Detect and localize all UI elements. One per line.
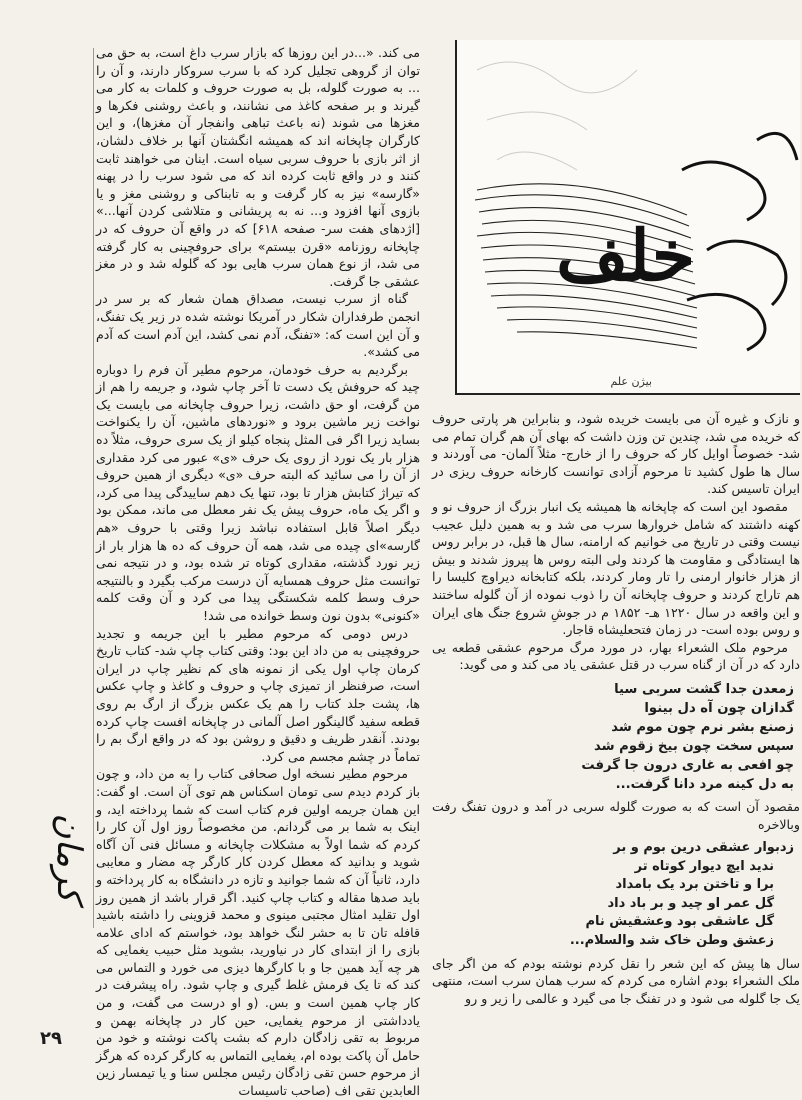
right-paragraph-1: و نازک و غیره آن می بایست خریده شود، و بنابراین هر پارتی حروف که خریده می شد، چندین تن وزن داشت که بهای آن هم گران تمام می شد- خصوصاً اوایل کار که حروف را از خارج- مثلاً آلمان- می آوردند و سال ها طول کشید تا مرحوم آزادی توانست کارخانه حروف ریزی در ایران تاسیس کند. bbox=[432, 411, 800, 497]
illustration-signature: بیژن علم bbox=[610, 375, 652, 388]
column-divider bbox=[93, 48, 94, 928]
right-paragraph-4: مقصود آن است که به صورت گلوله سربی در آمد و درون تفنگ رفت وبالاخره bbox=[432, 798, 800, 832]
right-paragraph-3: مرحوم ملک الشعراء بهار، در مورد مرگ مرحوم عشقی قطعه یی دارد که در آن از گناه سرب در قتل عشقی یاد می کند و می گوید: bbox=[432, 639, 800, 673]
poem-line: زدبوار عشقی درین بوم و بر bbox=[613, 840, 794, 856]
poem-line: زصنع بشر نرم چون موم شد bbox=[611, 719, 794, 735]
poem-verses bbox=[432, 680, 800, 794]
poem-line: برا و تاختن برد یک بامداد bbox=[615, 877, 774, 893]
left-paragraph-2: گناه از سرب نیست، مصداق همان شعار که بر سر در انجمن طرفداران شکار در آمریکا نوشته شده در زیر یک تفنگ، و آن این است که: «تفنگ، آدم نمی کشد، این آدم است که آدم می کشد». bbox=[96, 291, 420, 360]
illustration-letters: خلف bbox=[556, 214, 695, 297]
left-paragraph-1: می کند. «...در این روزها که بازار سرب داغ است، به حق می توان از گروهی تجلیل کرد که با سرب سروکار دارند، و آن را ... به صورت گلوله، بل به صورت حروف و کلمات به کار می گیرند و بر صفحه کاغذ می نشانند، و باعث روشنی فکرها و مغزها می شوند (نه باعث تباهی وانفجار آن مغزها)، و این کارگران چاپخانه اند که همیشه انگشتان آنها بر خلاف دلشان، از اثر بازی با حروف سربی سیاه است. اینان می خواهند ثابت کنند و در واقع ثابت کرده اند که می شود سرب را در پهنه «گارسه» نیز به کار گرفت و به تابناکی و روشنی مغز و یا بازوی آنها افزود و... نه به پریشانی و متلاشی کردن آنها...» [اژدهای هفت سر- صفحه ۶۱۸] که در واقع آن حروف که در چاپخانه روزنامه «قرن بیستم» برای حروفچینی به کار گرفته می شد، از نوع همان سرب هایی بود که گلوله شد و در مغز عشقی جا گرفت. bbox=[96, 45, 420, 289]
kerman-signature bbox=[18, 813, 89, 1022]
calligraphy-illustration bbox=[455, 40, 800, 395]
poem-line: گدازان چون آه دل بینوا bbox=[644, 700, 794, 716]
left-paragraph-4: درس دومی که مرحوم مطیر با این جریمه و تجدید حروفچینی به من داد این بود: وقتی کتاب چاپ شد- کتاب تاریخ کرمان چاپ اول یکی از نمونه های کم نظیر چاپ در ایران است، صرفنظر از تمیزی چاپ و حروف و کاغذ و چاپ عکس ها، پشت جلد کتاب را هم یک عکس بزرگ از ارگ بم روی قطعه سفید گالینگور اصل آلمانی در چاپخانه افست چاپ کرده بودند. آنقدر ظریف و دقیق و روشن بود که در واقع ارگ بم را تماماً در چشم مجسم می کرد. bbox=[96, 625, 420, 764]
signature-text: کرمان bbox=[49, 813, 89, 902]
poem-line: سپس سخت چون بیخ زقوم شد bbox=[594, 738, 794, 754]
poem-verses-2 bbox=[432, 839, 800, 951]
poem-line: زمعدن جدا گشت سربی سیا bbox=[614, 681, 794, 697]
poem-line: گل عاشقی بود وعشقیش نام bbox=[585, 914, 774, 930]
right-paragraph-2: مقصود این است که چاپخانه ها همیشه یک انبار بزرگ از حروف نو و کهنه داشتند که شامل خروارها سرب می شد و به همین دلیل عجیب نیست وقتی در تاریخ می خوانیم که ارامنه، سال ها قبل، در برابر روس ها ایستادگی و مقاومت ها کردند ولی البته روس ها پیروز شدند و بیش از هزار خانوار ارمنی را تار ومار کردند، بلکه کتابخانه دیراوچ کلیسا را هم تاراج کردند و حروف چاپخانه آن را ذوب نموده از آن گلوله ساختند و این واقعه در سال ۱۲۲۰ هـ- ۱۸۵۲ م در جوشِ شروع جنگ های ایران و روس بوده است- در زمان فتحعلیشاه قاجار. bbox=[432, 498, 800, 638]
left-paragraph-3: برگردیم به حرف خودمان، مرحوم مطیر آن فرم را دوباره چید که حروفش یک دست تا آخر چاپ شود، و جریمه را هم از من گرفت، او حق داشت، زیرا حروف چاپخانه می بایست یک نواخت زیر ماشین برود و «نوردهای ماشین، آن را یکنواخت بساید زیرا اگر فی المثل پنجاه کیلو از یک سری حروف، مثلاً ده هزار بار یک نورد از روی یک حرف «ی» عبور می کرد مقداری از آن را می سائید که البته حرف «ی» دیگری از همین حروف که تیراژ کتابش هزار تا بود، تنها یک دهم ساییدگی پیدا می کرد، و اگر یک ماه، حروف پیش یک نفر معطل می ماند، ممکن بود دیگر اصلاً قابل استفاده نباشد زیرا وقتی با حروف «هم گارسه»ای چیده می شد، همه آن حروف که ده ها هزار بار از زیر نورد گذشته، مقداری کوتاه تر شده بود، و در نتیجه نمی توانست مثل حروف همسایه آن درست مرکب بگیرد و بالنتیجه حرف وسط کلمه شکستگی پیدا می کرد و آن وقت کلمه «کنونی» بدون نون وسط خوانده می شد! bbox=[96, 361, 420, 623]
poem-line: گل عمر او چید و بر باد داد bbox=[607, 895, 774, 911]
left-paragraph-5: مرحوم مطیر نسخه اول صحافی کتاب را به من داد، و چون باز کردم دیدم سی تومان اسکناس هم توی آن است. او گفت: این همان جریمه اولین فرم کتاب است که شما پرداخته اید، و اینک به شما بر می گردانم. من مخصوصاً روز اول آن کار را کردم که شما اولاً به مشکلات چاپخانه و مسائل فنی آن آگاه شوید و بدانید که معطل کردن کار کارگر چه مضار و معایبی دارد، ثانیاً آن که شما جوانید و تازه در دانشگاه به کار پرداخته و باید صدها مقاله و کتاب چاپ کنید. اگر قرار باشد از همین روز اول تقلید امثال مجتبی مینوی و محمد قزوینی را داشته باشید قافله تان تا به حشر لنگ خواهد بود، خواستم که ادای علامه بازی را از ابتدای کار در نیاورید، بشوید مثل حبیب یغمایی که هر چه آید همین جا و با کارگرها دیزی می خورد و التماس می کند که تا یک فرمش غلط گیری و چاپ شود. راه پیشرفت در کار چاپ همین است و بس. (و او درست می گفت، و من یادداشتی از مرحوم یغمایی، حین کار در چاپخانه بهمن و مربوط به تقی زادگان دارم که بشت پاکت نوشته و خود من حامل آن پاکت بوده ام، یغمایی التماس به کارگر کرده که هرگز از مرحوم حسن تقی زادگان رئیس مجلس سنا و یا تیمسار زین العابدین تقی اف (صاحب تاسیسات bbox=[96, 766, 420, 1099]
left-column bbox=[96, 44, 420, 1099]
right-column bbox=[432, 410, 800, 1030]
poem-line: به دل کینه مرد دانا گرفت... bbox=[615, 776, 794, 792]
poem-line: زعشق وطن خاک شد والسلام... bbox=[569, 933, 774, 949]
page-number: ۲۹ bbox=[40, 1028, 62, 1049]
right-paragraph-5: سال ها پیش که این شعر را نقل کردم نوشته بودم که من اگر جای ملک الشعراء بودم اشاره می کردم که سرب همان سرب است، منتهی یک جا گلوله می شود و در تفنگ جا می گیرد و عالمی را زیر و رو bbox=[432, 955, 800, 1006]
poem-line: ندید ایچ دیوار کوتاه تر bbox=[634, 858, 774, 874]
poem-line: چو افعی به غاری درون جا گرفت bbox=[581, 757, 794, 773]
